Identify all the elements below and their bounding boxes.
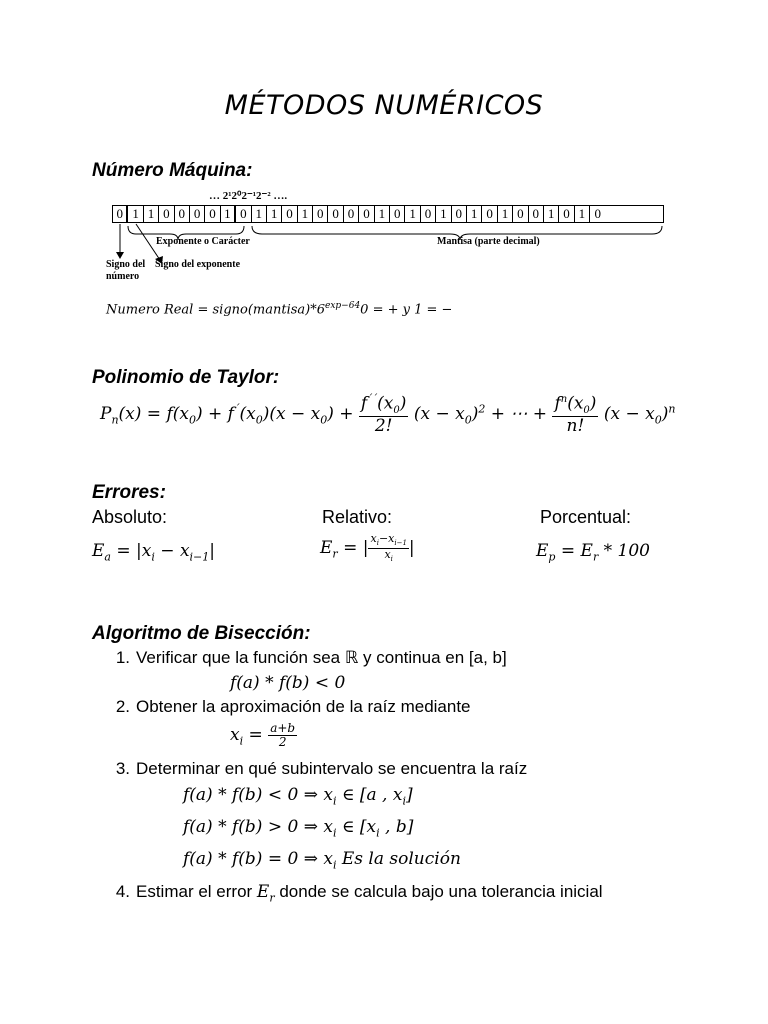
section-heading-numero-maquina: Número Máquina: [92, 160, 253, 181]
relative-error-formula: $E_r$ = | $\frac{x_i-x_{i-1}}{x_i}$ | [320, 532, 415, 564]
list-item: 2. Obtener la aproximación de la raíz mediante [115, 697, 471, 716]
exponent-bit: 1 [221, 206, 236, 222]
mantissa-bit: 0 [390, 206, 405, 222]
mantissa-bit: 1 [467, 206, 482, 222]
exponent-bit: 0 [205, 206, 220, 222]
mantissa-bit: 0 [452, 206, 467, 222]
mantissa-bit: 1 [405, 206, 420, 222]
section-heading-taylor: Polinomio de Taylor: [92, 367, 280, 388]
exponent-bit: 0 [190, 206, 205, 222]
midpoint-formula: $x_i$ = $\frac{a+b}{2}$ [230, 721, 296, 750]
absolute-error-formula: $E_a = |x_i - x_{i-1}|$ [92, 541, 215, 564]
mantissa-bit: 0 [236, 206, 251, 222]
porcentual-label: Porcentual: [540, 507, 632, 527]
bisection-condition-formula: f(a) * f(b) < 0 [230, 673, 346, 693]
subinterval-case-3: f(a) * f(b) = 0 ⇒ $x_i$ Es la solución [183, 849, 461, 872]
mantissa-bit: 1 [375, 206, 390, 222]
absoluto-label: Absoluto: [92, 507, 168, 527]
mantissa-bit: 0 [421, 206, 436, 222]
exponent-bit: 0 [175, 206, 190, 222]
sign-exponent-label: Signo del exponente [155, 259, 241, 270]
machine-number-bits [112, 205, 664, 223]
mantissa-bit: 1 [498, 206, 513, 222]
mantissa-bit: 0 [482, 206, 497, 222]
list-item: 3. Determinar en qué subintervalo se encuentra la raíz [115, 759, 528, 778]
exponent-powers-header: … 2¹2⁰2⁻¹2⁻² …. [209, 190, 288, 202]
bits-annotations-diagram [100, 222, 680, 292]
percent-error-formula: $E_p = E_r * 100$ [536, 541, 650, 564]
mantissa-bit: 1 [544, 206, 559, 222]
mantissa-bit: 1 [575, 206, 590, 222]
relative-error-symbol: $E_r$ [256, 882, 275, 905]
list-item: 4. Estimar el error $E_r$ donde se calcula bajo una tolerancia inicial [115, 882, 603, 905]
section-heading-errores: Errores: [92, 482, 166, 503]
mantissa-bit: 1 [252, 206, 267, 222]
mantissa-label: Mantisa (parte decimal) [437, 236, 540, 247]
exponent-bit: 0 [159, 206, 174, 222]
mantissa-bit: 0 [344, 206, 359, 222]
mantissa-bit: 1 [267, 206, 282, 222]
mantissa-bit: 0 [594, 206, 602, 221]
mantissa-bit: 0 [513, 206, 528, 222]
page-title: MÉTODOS NUMÉRICOS [224, 90, 544, 121]
sign-bit: 0 [113, 206, 128, 222]
mantissa-bit: 0 [529, 206, 544, 222]
subinterval-case-2: f(a) * f(b) > 0 ⇒ $x_i$ ∈ [$x_i$ , b] [183, 817, 414, 840]
mantissa-bit: 1 [436, 206, 451, 222]
mantissa-bit: 1 [298, 206, 313, 222]
taylor-polynomial-formula: $P_n(x) = f(x_0) + f^´(x_0)(x - x_0)$ + $\frac{f^{´´}(x_0)}{2!}$ $(x - x_0)^2$ + ⋯ + $\frac{f^n(x_0)}{n!}$ $(x - x_0)^n$ [100, 393, 676, 437]
mantissa-bit: 0 [559, 206, 574, 222]
section-heading-biseccion: Algoritmo de Bisección: [92, 623, 311, 644]
real-number-formula: Numero Real = $signo(mantisa)*6^{exp-64}0$ = + y 1 = − [106, 301, 453, 318]
mantissa-bit: 0 [313, 206, 328, 222]
subinterval-case-1: f(a) * f(b) < 0 ⇒ $x_i$ ∈ [a , $x_i$] [183, 785, 413, 808]
exponent-bit: 1 [144, 206, 159, 222]
mantissa-bit: 0 [328, 206, 343, 222]
exponent-label: Exponente o Carácter [156, 236, 250, 247]
relativo-label: Relativo: [322, 507, 393, 527]
sign-number-label: Signo del número [106, 259, 146, 282]
list-item: 1. Verificar que la función sea ℝ y continua en [a, b] [115, 648, 507, 667]
exponent-bit: 1 [128, 206, 143, 222]
mantissa-bit: 0 [282, 206, 297, 222]
mantissa-bit: 0 [359, 206, 374, 222]
